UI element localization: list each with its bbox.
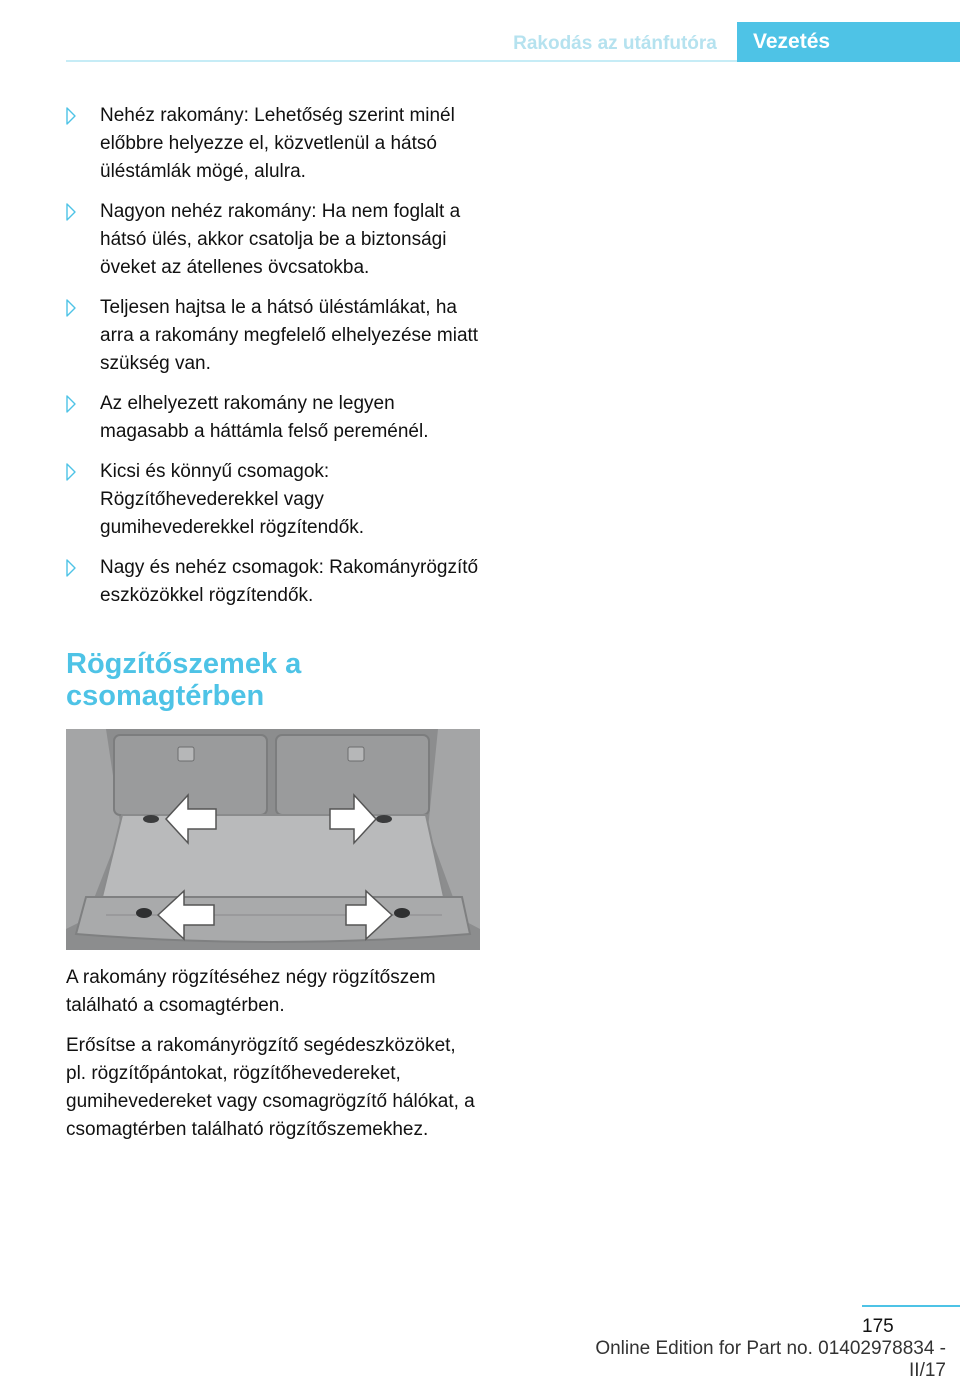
body-paragraph: A rakomány rögzítéséhez négy rögzítőszem található a csomagtérben. — [66, 967, 436, 1016]
list-item-text: Kicsi és könnyű csomagok: Rögzítőhevederekkel vagy gumihevederekkel rögzítendők. — [100, 461, 365, 538]
header-chapter-tab[interactable]: Vezetés — [737, 22, 960, 62]
footer-rule — [862, 1305, 960, 1307]
list-item — [66, 390, 480, 446]
body-paragraph: Erősítse a rakományrögzítő segédeszközöket, pl. rögzítőpántokat, rögzítőhevedereket, gumihevedereket vagy csomagrögzítő hálókat, a csomagtérben található rögzítőszemekhez. — [66, 1035, 475, 1140]
triangle-bullet-icon — [66, 395, 76, 413]
list-item — [66, 198, 480, 282]
page-number: 175 — [862, 1316, 894, 1337]
list-item — [66, 458, 480, 542]
cargo-area-photo — [66, 729, 480, 950]
triangle-bullet-icon — [66, 299, 76, 317]
list-item — [66, 102, 480, 186]
triangle-bullet-icon — [66, 107, 76, 125]
edition-note: Online Edition for Part no. 01402978834 - II/17 — [595, 1338, 946, 1381]
main-content — [66, 102, 480, 1144]
triangle-bullet-icon — [66, 203, 76, 221]
list-item-text: Teljesen hajtsa le a hátsó üléstámlákat, ha arra a rakomány megfelelő elhelyezése miatt szükség van. — [100, 297, 479, 374]
list-item-text: Az elhelyezett rakomány ne legyen magasabb a háttámla felső pereménél. — [100, 393, 429, 442]
bullet-list — [66, 102, 480, 610]
triangle-bullet-icon — [66, 559, 76, 577]
triangle-bullet-icon — [66, 463, 76, 481]
list-item-text: Nehéz rakomány: Lehetőség szerint minél előbbre helyezze el, közvetlenül a hátsó üléstámlák mögé, alulra. — [100, 105, 455, 182]
section-heading: Rögzítőszemek a csomagtérben — [66, 648, 302, 712]
list-item — [66, 294, 480, 378]
list-item-text: Nagy és nehéz csomagok: Rakományrögzítő eszközökkel rögzítendők. — [100, 557, 479, 606]
list-item — [66, 554, 480, 610]
list-item-text: Nagyon nehéz rakomány: Ha nem foglalt a hátsó ülés, akkor csatolja be a biztonsági öveket az átellenes övcsatokba. — [100, 201, 461, 278]
header-section-title: Rakodás az utánfutóra — [513, 33, 717, 54]
